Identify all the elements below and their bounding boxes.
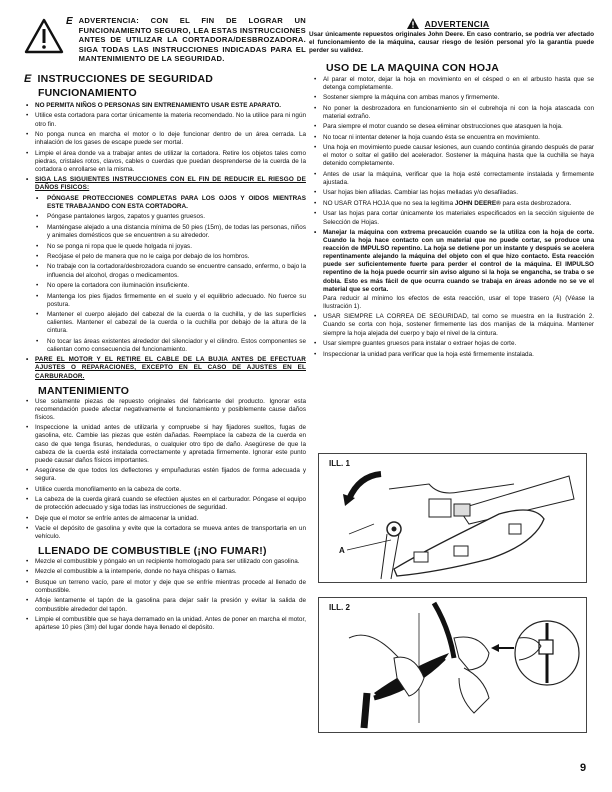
illustration-2 <box>318 597 587 733</box>
list-item: • Busque un terreno vacío, pare el motor y deje que se enfríe mientras procede al llenado de combustible. <box>24 579 306 595</box>
text: para esta desbrozadora. <box>500 199 572 207</box>
list-item: • Vacíe el depósito de gasolina y evite que la cortadora se mueva antes de transportarla en un vehículo. <box>24 525 306 541</box>
list-item: • Inspeccione la unidad antes de utilizarla y compruebe si hay fijadores sueltos, fugas de gasolina, etc. Cambie las piezas que estén dañadas. Reemplace la cabeza de la cuerda en caso de que tenga fisuras, hendeduras, o cualquier otro tipo de daño. Asegúrese de que la cabeza de la cuerda esté instalada correctamente y apretada firmemente. Ignorar este punto puede causar daños físicos importantes. <box>24 424 306 464</box>
warning-triangle-icon <box>24 18 64 54</box>
sub-list-item: • Mantener el cuerpo alejado del cabezal de la cuerda o la cuchilla, y de las superficies calientes. Mantener el cabezal de la cuerda o la cuchilla por debajo de la altura de la cintura. <box>34 311 306 335</box>
warning-header <box>302 18 594 29</box>
kickback-note: Para reducir al mínimo los efectos de esta reacción, usar el tope trasero (A) (Véase la Ilustración 1). <box>323 294 594 310</box>
list-item: • Utilice esta cortadora para cortar únicamente la materia recomendado. No la utilice para ni ngún otro fin. <box>24 112 306 128</box>
list-item: • No tocar ni intentar detener la hoja cuando ésta se encuentra en movimiento. <box>312 134 594 142</box>
text: NO USAR OTRA HOJA que no sea la legítima <box>323 199 455 207</box>
language-marker: E <box>66 16 73 27</box>
list-item: • Utilice cuerda monofilamento en la cabeza de corte. <box>24 486 306 494</box>
list-item: • Asegúrese de que todos los deflectores y empuñaduras estén fijados de forma adecuada y segura. <box>24 467 306 483</box>
safety-list <box>24 102 306 381</box>
blade-use-heading: USO DE LA MAQUINA CON HOJA <box>326 61 500 74</box>
list-item: • Mezcle el combustible a la intemperie, donde no haya chispas o llamas. <box>24 568 306 576</box>
list-item: • Usar las hojas para cortar únicamente los materiales especificados en la sección siguiente de Selección de Hojas. <box>312 210 594 226</box>
fuel-list <box>24 558 306 632</box>
maintenance-list <box>24 398 306 542</box>
sub-list-item: • Mantenga los pies fijados firmemente en el suelo y el equilibrio adecuado. No fuerce su postura. <box>34 293 306 309</box>
list-item: • NO PERMITA NIÑOS O PERSONAS SIN ENTRENAMIENTO USAR ESTE APARATO. <box>24 102 306 110</box>
maintenance-heading: MANTENIMIENTO <box>38 384 130 397</box>
list-item: • Deje que el motor se enfríe antes de almacenar la unidad. <box>24 515 306 523</box>
list-item: • Sostener siempre la máquina con ambas manos y firmemente. <box>312 94 594 102</box>
list-item: • Limpie el área donde va a trabajar antes de utilizar la cortadora. Retire los objetos tales como piedras, cristales rotos, clavos, cables o cuerdas que puedan desprenderse de la cuerda de la cortadora o enrollarse en la misma. <box>24 150 306 174</box>
sub-list-item: • PÓNGASE PROTECCIONES COMPLETAS PARA LOS OJOS Y OIDOS MIENTRAS ESTE TRABAJANDO CON ESTA CORTADORA. <box>34 195 306 211</box>
sub-list-item: • No trabaje con la cortadora/desbrozadora cuando se encuentre cansado, enfermo, o bajo la influencia del alcohol, drogas o medicamentos. <box>34 263 306 279</box>
warning-text: Usar únicamente repuestos originales John Deere. En caso contrario, se podría ver afectado el funcionamiento de la máquina, causar riesgo de lesión personal y/o la garantía puede perder su validez. <box>309 31 594 55</box>
callout-a: A <box>339 546 345 555</box>
list-item: • Use solamente piezas de repuesto originales del fabricante del producto. Ignorar esta recomendación puede afectar negativamente el funcionamiento y posiblemente cause daños físicos. <box>24 398 306 422</box>
sub-list-item: • No se ponga ni ropa que le quede holgada ni joyas. <box>34 243 306 251</box>
warning-text: ADVERTENCIA: CON EL FIN DE LOGRAR UN FUNCIONAMIENTO SEGURO, LEA ESTAS INSTRUCCIONES ANTES DE UTILIZAR LA CORTADORA/DESBROZADORA. SIGA TODAS LAS INSTRUCCIONES INDICADAS PARA EL MANTENIMIENTO DE LA SEGURIDAD. <box>78 16 306 64</box>
safety-section-heading <box>24 72 306 86</box>
warning-triangle-icon <box>407 18 419 29</box>
list-item: • Mezcle el combustible y póngalo en un recipiente homologado para ser utilizado con gasolina. <box>24 558 306 566</box>
list-item: • Afloje lentamente el tapón de la gasolina para dejar salir la presión y evitar la salida de combustible alrededor del tapón. <box>24 597 306 613</box>
list-item: • La cabeza de la cuerda girará cuando se efectúen ajustes en el carburador. Póngase el equipo de protección adecuado y siga todas las instrucciones de seguridad. <box>24 496 306 512</box>
list-item: • Para siempre el motor cuando se desea eliminar obstrucciones que atasquen la hoja. <box>312 123 594 131</box>
left-column <box>24 16 306 635</box>
safety-title: INSTRUCCIONES DE SEGURIDAD <box>37 72 214 85</box>
list-item: • Usar hojas bien afiladas. Cambiar las hojas melladas y/o desafiladas. <box>312 189 594 197</box>
list-item: • PARE EL MOTOR Y EL RETIRE EL CABLE DE LA BUJIA ANTES DE EFECTUAR AJUSTES O REPARACIONES, EXCEPTO EN EL CASO DE AJUSTES EN EL CARBURADOR. <box>24 356 306 380</box>
blade-use-list <box>312 76 594 294</box>
sub-list-item: • Manténgase alejado a una distancia mínima de 50 pies (15m), de todas las personas, niños y animales domésticos que se encuentren a su alrededor. <box>34 224 306 240</box>
safety-strap-drawing <box>319 598 586 732</box>
sub-list-item: • Recójase el pelo de manera que no le caiga por debajo de los hombros. <box>34 253 306 261</box>
brand-name: JOHN DEERE® <box>454 199 501 207</box>
sub-list-item: • No tocar las áreas existentes alrededor del silenciador y el cilindro. Estos componentes se calientan como consecuencia del funcionamiento. <box>34 338 306 354</box>
right-column <box>309 18 594 361</box>
operation-subtitle: FUNCIONAMIENTO <box>38 86 137 99</box>
sub-list-item: • No opere la cortadora con iluminación insuficiente. <box>34 282 306 290</box>
list-item: • Una hoja en movimiento puede causar lesiones, aun cuando continúa girando después de parar el motor o soltar el gatillo del acelerador. Sostener la máquina hasta que la cuchilla se haya detenido completamente. <box>312 144 594 168</box>
list-item: • Inspeccionar la unidad para verificar que la hoja esté firmemente instalada. <box>312 351 594 359</box>
warning-label: ADVERTENCIA <box>424 18 490 29</box>
top-warning <box>24 16 306 64</box>
illustration-label: ILL. 2 <box>329 603 350 612</box>
trimmer-head-drawing <box>319 454 586 582</box>
sub-list-item: • Póngase pantalones largos, zapatos y guantes gruesos. <box>34 213 306 221</box>
blade-use-tail-list <box>312 313 594 358</box>
language-marker: E <box>24 72 32 85</box>
list-item: • SIGA LAS SIGUIENTES INSTRUCCIONES CON EL FIN DE REDUCIR EL RIESGO DE DAÑOS FISICOS: <box>24 176 306 192</box>
list-item: • Antes de usar la máquina, verificar que la hoja esté correctamente instalada y firmemente ajustada. <box>312 171 594 187</box>
list-item: • No ponga nunca en marcha el motor o lo deje funcionar dentro de un área cerrada. La inhalación de los gases de escape puede ser mortal. <box>24 131 306 147</box>
kickback-warning: • Manejar la máquina con extrema precaución cuando se la utiliza con la hoja de corte. Cuando la hoja hace contacto con un material que no puede cortar, se produce una reacción de IMPULSO repentino. La hoja se detiene por un instante y después se acelera repentinamente alejando la máquina del objeto con el que hizo contacto. Esta reacción puede ser suficientemente fuerte para perder el control de la máquina. El IMPULSO repentino de la hoja puede ocurrir sin aviso alguno si la hoja se engancha, se traba o se dobla. Esto es más fácil de que ocurra cuando se trabaja en áreas adonde no se ve el material que se corta. <box>312 229 594 294</box>
list-item: • Limpie el combustible que se haya derramado en la unidad. Antes de poner en marcha el motor, apártese 10 pies (3m) del lugar donde haya llenado el depósito. <box>24 616 306 632</box>
illustration-label: ILL. 1 <box>329 459 350 468</box>
page-number: 9 <box>580 762 587 774</box>
list-item: • USAR SIEMPRE LA CORREA DE SEGURIDAD, tal como se muestra en la Ilustración 2. Cuando se corta con hoja, sostener firmemente las dos manijas de la máquina. Mantener siempre la hoja alejada del cuerpo y bajo el nivel de la cintura. <box>312 313 594 337</box>
list-item: • No poner la desbrozadora en funcionamiento sin el cubrehoja ni con la hoja atascada con material extraño. <box>312 105 594 121</box>
illustration-1 <box>318 453 587 583</box>
fuel-heading: LLENADO DE COMBUSTIBLE (¡NO FUMAR!) <box>38 544 267 557</box>
list-item: • Al parar el motor, dejar la hoja en movimiento en el césped o en el arbusto hasta que se detenga completamente. <box>312 76 594 92</box>
list-item <box>312 200 594 208</box>
list-item: • Usar siempre guantes gruesos para instalar o extraer hojas de corte. <box>312 340 594 348</box>
